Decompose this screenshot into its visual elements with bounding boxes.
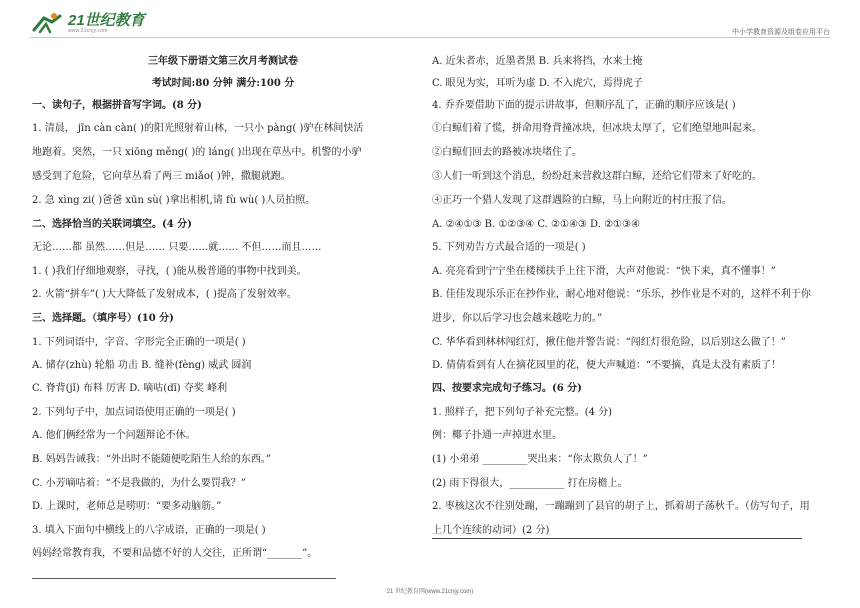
option-line: C. 眼见为实，耳听为虚 D. 不入虎穴，焉得虎子 (432, 78, 643, 89)
option-line: A. ②④①③ B. ①②③④ C. ②①④③ D. ②①③④ (432, 219, 640, 230)
runner-logo-icon (30, 12, 64, 34)
option-line: A. 他们俩经常为一个问题辩论不休。 (32, 430, 196, 441)
section-heading: 四、按要求完成句子练习。(6 分) (432, 383, 582, 394)
answer-line[interactable] (432, 538, 802, 539)
question-line: 1. 照样子，把下列句子补充完整。(4 分) (432, 407, 613, 418)
question-line: 2. 火箭“拼车”( )大大降低了发射成本，( )提高了发射效率。 (32, 289, 297, 300)
story-line: ③人们一听到这个消息，纷纷赶来营救这群白鲸，还给它们带来了好吃的。 (432, 171, 762, 182)
question-line: 上几个连续的动词）(2 分) (432, 525, 550, 536)
option-line: A. 近朱者赤，近墨者黑 B. 兵来将挡，水来土掩 (432, 56, 643, 67)
question-line: 地跑着。突然，一只 xiōng měng( )的 láng( )出现在草丛中。机警的小驴 (32, 147, 362, 158)
conjunction-options: 无论……都 虽然……但是…… 只要……就…… 不但……而且…… (32, 242, 322, 253)
question-line: (2) 雨下得很大，___________ 打在房檐上。 (432, 478, 628, 489)
option-line: 进步，你以后学习也会越来越吃力的。” (432, 313, 603, 324)
story-line: ②白鲸们回去的路被冰块堵住了。 (432, 147, 582, 158)
question-line: 2. 枣核这次不往别处蹦，一蹦蹦到了县官的胡子上，抓着胡子荡秋千。（仿写句子，用 (432, 501, 810, 512)
story-line: ①白鲸们着了慌，拼命用脊背撞冰块，但冰块太厚了，它们绝望地叫起来。 (432, 123, 762, 134)
example-line: 例：椰子扑通一声掉进水里。 (432, 430, 562, 441)
logo-text: 21世纪教育 (68, 11, 145, 29)
question-line: 5. 下列劝告方式最合适的一项是( ) (432, 242, 586, 253)
footer-text: 21 世纪教育网(www.21cnjy.com) (386, 589, 474, 595)
option-line: D. 倩倩看到有人在摘花园里的花，便大声喊道：“不要摘，真是太没有素质了！ (432, 360, 782, 371)
question-line: 2. 急 xìng zi( )爸爸 xūn sù( )拿出相机,请 fù wù( )人员拍照。 (32, 195, 316, 206)
site-logo (30, 12, 145, 34)
question-line: 妈妈经常教育我，不要和品德不好的人交往，正所谓“_______”。 (32, 548, 318, 559)
question-line: 2. 下列句子中，加点词语使用正确的一项是( ) (32, 407, 236, 418)
logo-url: www.21cnjy.com (68, 27, 108, 34)
question-line: 1. ( )我们仔细地观察，寻找，( )能从极普通的事物中找到美。 (32, 266, 307, 277)
option-line: A. 亮亮看到宁宁坐在楼梯扶手上往下滑，大声对他说：“快下来，真不懂事！” (432, 266, 776, 277)
option-line: C. 华华看到林林闯红灯，揪住他并警告说：“闯红灯很危险，以后别这么做了！” (432, 337, 786, 348)
section-heading: 三、选择题。（填序号）(10 分) (32, 313, 174, 324)
question-line: (1) 小弟弟 _________哭出来：“你太欺负人了！” (432, 454, 648, 465)
option-line: C. 小芳嘀咕着：“不是我做的，为什么要罚我？” (32, 478, 246, 489)
option-line: D. 上课时，老师总是唠叨：“要多动脑筋。” (32, 501, 222, 512)
option-line: B. 佳佳发现乐乐正在抄作业，耐心地对他说：“乐乐，抄作业是不对的，这样不利于你 (432, 289, 811, 300)
section-heading: 二、选择恰当的关联词填空。(4 分) (32, 219, 192, 230)
question-line: 1. 清晨， jīn càn càn( )的阳光照射着山林，一只小 pàng( )驴在林间快活 (32, 123, 364, 134)
option-line: A. 储存(zhù) 轮船 功击 B. 缝补(fèng) 威武 圆润 (32, 360, 252, 371)
exam-title: 三年级下册语文第三次月考测试卷 (148, 56, 298, 67)
option-line: B. 妈妈告诫我：“外出时不能随便吃陌生人给的东西。” (32, 454, 271, 465)
platform-name: 中小学教育资源及组卷应用平台 (732, 29, 830, 36)
exam-info: 考试时间:80 分钟 满分:100 分 (151, 78, 295, 89)
question-line: 感受到了危险，它向草丛看了两三 miǎo( )钟，撒腿就跑。 (32, 171, 291, 182)
option-line: C. 脊背(jǐ) 布料 厉害 D. 嘀咕(dī) 夺奖 峰利 (32, 383, 228, 394)
question-line: 1. 下列词语中，字音、字形完全正确的一项是( ) (32, 337, 246, 348)
question-line: 4. 乔乔要借助下面的提示讲故事，但顺序乱了，正确的顺序应该是( ) (432, 100, 736, 111)
question-line: 3. 填入下面句中横线上的八字成语，正确的一项是( ) (32, 525, 266, 536)
section-heading: 一、读句子，根据拼音写字词。(8 分) (32, 100, 202, 111)
footer-divider (32, 578, 336, 579)
story-line: ④正巧一个猎人发现了这群遇险的白鲸，马上向附近的村庄报了信。 (432, 195, 732, 206)
header-divider (30, 37, 830, 38)
